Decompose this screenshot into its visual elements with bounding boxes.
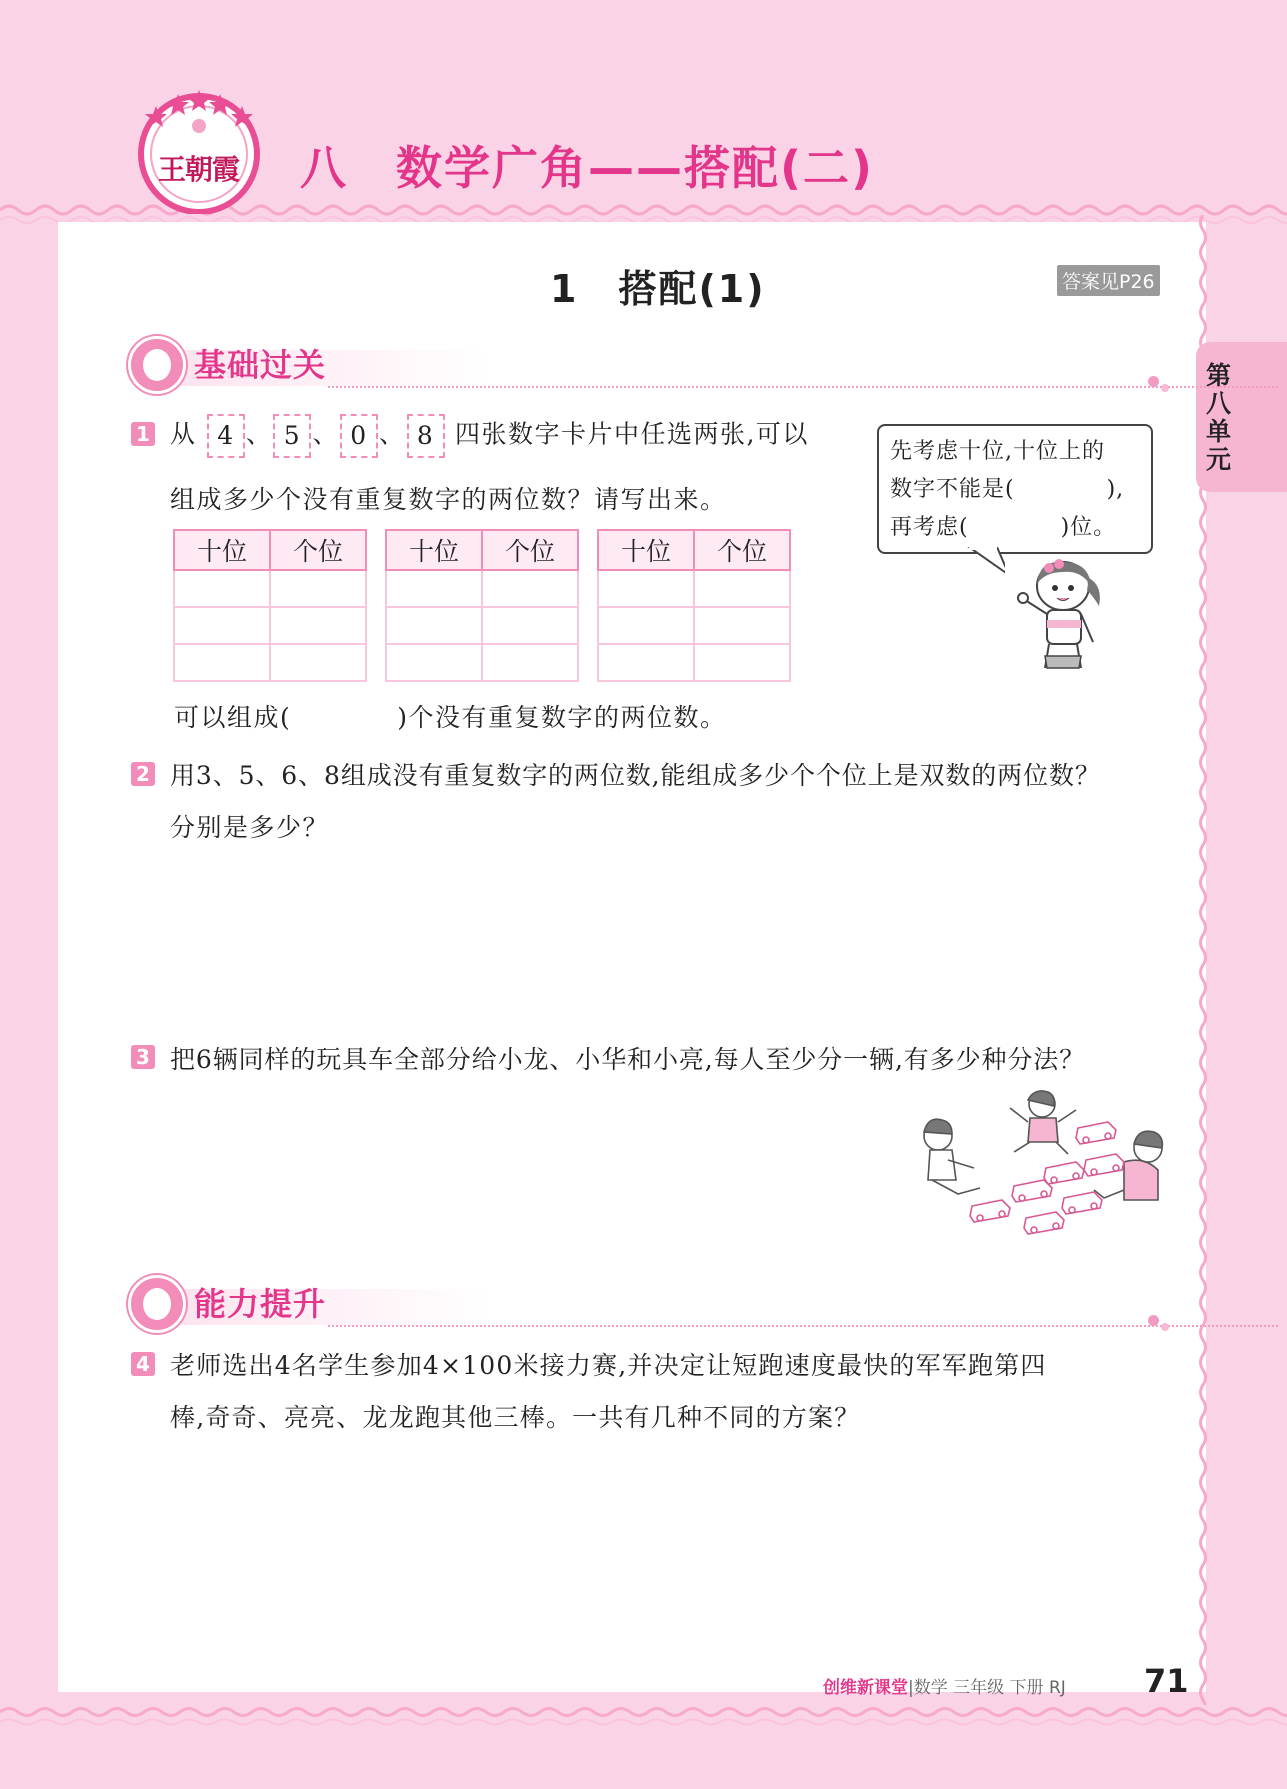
bottom-wave-border (0, 1700, 1287, 1730)
answer-cell[interactable] (174, 570, 270, 607)
answer-cell[interactable] (598, 570, 694, 607)
digit-card-4: 8 (407, 414, 445, 458)
table-header-tens: 十位 (598, 530, 694, 570)
footer-info (823, 1673, 1066, 1698)
question-number-3: 3 (131, 1045, 155, 1069)
question-2-line-2: 分别是多少？ (170, 813, 330, 842)
table-header-ones: 个位 (270, 530, 366, 570)
section-basic (128, 334, 1172, 394)
answer-cell[interactable] (270, 570, 366, 607)
lesson-title: 1 搭配(1) (550, 267, 766, 311)
speech-bubble-tail (965, 547, 1005, 577)
question-3-line-1: 把6辆同样的玩具车全部分给小龙、小华和小亮,每人至少分一辆,有多少种分法？ (170, 1045, 1086, 1074)
q1-prefix: 从 (170, 419, 197, 449)
digit-card-1: 4 (207, 414, 245, 458)
question-4-line-2: 棒,奇奇、亮亮、龙龙跑其他三棒。一共有几种不同的方案？ (170, 1403, 861, 1432)
unit-side-tab-label: 第八单元 (1206, 361, 1232, 474)
table-header-ones: 个位 (694, 530, 790, 570)
section-advanced-title: 能力提升 (194, 1285, 327, 1323)
page-number: 71 (1144, 1662, 1189, 1700)
section-advanced (128, 1273, 1172, 1333)
table-header-ones: 个位 (482, 530, 578, 570)
hint-line-1: 先考虑十位,十位上的 (890, 439, 1105, 464)
answer-reference: 答案见P26 (1057, 265, 1160, 296)
answer-cell[interactable] (270, 607, 366, 644)
girl-illustration-icon (1015, 556, 1105, 674)
hint-line-2: 数字不能是( ), (890, 477, 1125, 502)
digit-card-3: 0 (340, 414, 378, 458)
place-value-table-2 (385, 529, 579, 682)
q1-sep-1: 、 (245, 419, 273, 449)
section-basic-title: 基础过关 (194, 346, 327, 384)
answer-cell[interactable] (598, 644, 694, 681)
boy-avatar-icon (128, 1275, 186, 1333)
footer-book-info: |数学 三年级 下册 RJ (908, 1678, 1066, 1698)
logo-text: 王朝霞 (158, 153, 240, 186)
hint-line-3: 再考虑( )位。 (890, 515, 1117, 540)
answer-cell[interactable] (174, 644, 270, 681)
place-value-table-3 (597, 529, 791, 682)
answer-cell[interactable] (482, 644, 578, 681)
footer-brand: 创维新课堂 (823, 1678, 908, 1698)
q1-sep-3: 、 (379, 419, 406, 449)
girl-avatar-icon (128, 336, 186, 394)
question-2-line-1: 用3、5、6、8组成没有重复数字的两位数,能组成多少个个位上是双数的两位数？ (170, 761, 1101, 790)
kids-with-toy-cars-illustration-icon (918, 1090, 1170, 1240)
answer-cell[interactable] (482, 607, 578, 644)
answer-cell[interactable] (694, 607, 790, 644)
answer-cell[interactable] (482, 570, 578, 607)
answer-cell[interactable] (386, 607, 482, 644)
answer-cell[interactable] (174, 607, 270, 644)
answer-cell[interactable] (694, 570, 790, 607)
answer-cell[interactable] (270, 644, 366, 681)
answer-cell[interactable] (386, 570, 482, 607)
table-header-tens: 十位 (386, 530, 482, 570)
question-1-answer-line: 可以组成( )个没有重复数字的两位数。 (174, 703, 727, 732)
question-1-line-1 (170, 414, 809, 458)
question-1-line-2: 组成多少个没有重复数字的两位数？请写出来。 (170, 485, 727, 514)
place-value-table-1 (173, 529, 367, 682)
table-header-tens: 十位 (174, 530, 270, 570)
question-number-2: 2 (131, 762, 155, 786)
unit-title: 八 数学广角——搭配(二) (300, 141, 875, 195)
q1-line1-suffix: 四张数字卡片中任选两张,可以 (454, 419, 809, 449)
answer-cell[interactable] (598, 607, 694, 644)
answer-cell[interactable] (694, 644, 790, 681)
question-number-4: 4 (131, 1352, 155, 1376)
q1-sep-2: 、 (312, 419, 339, 449)
answer-cell[interactable] (386, 644, 482, 681)
digit-card-2: 5 (273, 414, 311, 458)
question-number-1: 1 (131, 422, 155, 446)
question-4-line-1: 老师选出4名学生参加4×100米接力赛,并决定让短跑速度最快的军军跑第四 (170, 1351, 1047, 1380)
